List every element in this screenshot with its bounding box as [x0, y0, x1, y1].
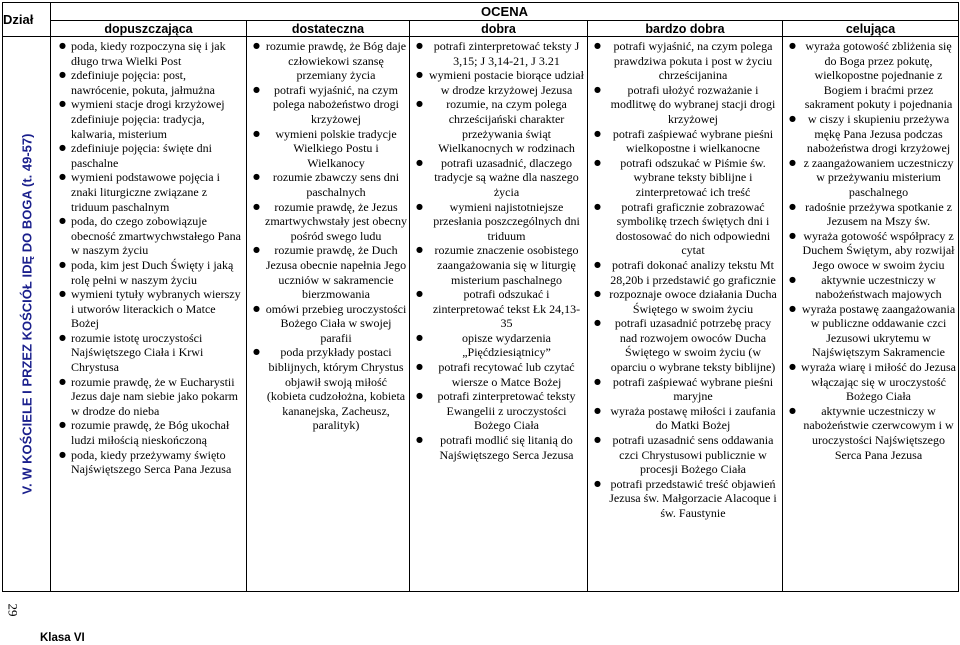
requirement-item: ● wymieni polskie tradycje Wielkiego Postu i Wielkanocy [265, 127, 407, 171]
dzial-header: Dział [3, 3, 51, 37]
requirement-item: ● w ciszy i skupieniu przeżywa mękę Pana Jezusa podczas nabożeństwa drogi krzyżowej [801, 112, 956, 156]
requirement-item: ● potrafi graficznie zobrazować symbolikę trzech świętych dni i dostosować do nich odpowiedni cytat [606, 200, 780, 258]
requirement-item: ● potrafi zinterpretować teksty J 3,15; J 3,14-21, J 3.21 [428, 39, 585, 68]
requirement-item: ● rozumie, na czym polega chrześcijański charakter przeżywania świąt Wielkanocnych w rodzinach [428, 97, 585, 155]
requirement-item: ● wyraża wiarę i miłość do Jezusa włączając się w uroczystość Bożego Ciała [801, 360, 956, 404]
requirement-item: ● rozumie prawdę, że w Eucharystii Jezus daje nam siebie jako pokarm w drodze do nieba [71, 375, 244, 419]
section-title: V. W KOŚCIELE I PRZEZ KOŚCIÓŁ IDĘ DO BOGA (t. 49-57) [19, 133, 34, 495]
requirement-item: ● poda, kiedy rozpoczyna się i jak długo trwa Wielki Post [71, 39, 244, 68]
level-header-dopuszczajaca: dopuszczająca [51, 21, 247, 37]
requirement-item: ● potrafi uzasadnić potrzebę pracy nad rozwojem owoców Ducha Świętego w swoim życiu (w oparciu o wybrane teksty biblijne) [606, 316, 780, 374]
requirement-item: ● rozumie prawdę, że Bóg ukochał ludzi miłością nieskończoną [71, 418, 244, 447]
requirement-item: ● potrafi uzasadnić, dlaczego tradycje są ważne dla naszego życia [428, 156, 585, 200]
requirement-item: ● potrafi odszukać i zinterpretować tekst Łk 24,13-35 [428, 287, 585, 331]
requirement-item: ● z zaangażowaniem uczestniczy w przeżywaniu misterium paschalnego [801, 156, 956, 200]
requirement-item: ● potrafi wyjaśnić, na czym polega prawdziwa pokuta i post w życiu chrześcijanina [606, 39, 780, 83]
requirement-item: ● potrafi wyjaśnić, na czym polega nabożeństwo drogi krzyżowej [265, 83, 407, 127]
requirement-item: ● rozumie prawdę, że Bóg daje człowiekowi szansę przemiany życia [265, 39, 407, 83]
column-dobra [410, 37, 588, 592]
requirement-item: ● wymieni stacje drogi krzyżowej zdefiniuje pojęcia: tradycja, kalwaria, misterium [71, 97, 244, 141]
requirement-item: ● wyraża gotowość zbliżenia się do Boga przez pokutę, wielkopostne pojednanie z Bogiem i braćmi przez sakrament pokuty i pojednania [801, 39, 956, 112]
requirement-item: ● wyraża postawę zaangażowania w publiczne oddawanie czci Jezusowi ukrytemu w Najświętszym Sakramencie [801, 302, 956, 360]
requirement-item: ● potrafi uzasadnić sens oddawania czci Chrystusowi publicznie w procesji Bożego Ciała [606, 433, 780, 477]
column-celujaca [783, 37, 959, 592]
requirement-item: ● potrafi odszukać w Piśmie św. wybrane teksty biblijne i zinterpretować ich treść [606, 156, 780, 200]
requirement-item: ● poda, kim jest Duch Święty i jaką rolę pełni w naszym życiu [71, 258, 244, 287]
requirement-item: ● rozumie istotę uroczystości Najświętszego Ciała i Krwi Chrystusa [71, 331, 244, 375]
requirement-item: ● poda, kiedy przeżywamy święto Najświętszego Serca Pana Jezusa [71, 448, 244, 477]
section-cell [3, 37, 51, 592]
requirement-item: ● potrafi zaśpiewać wybrane pieśni maryjne [606, 375, 780, 404]
requirement-item: ● aktywnie uczestniczy w nabożeństwie czerwcowym i w uroczystości Najświętszego Serca Pana Jezusa [801, 404, 956, 462]
requirement-item: ● rozumie prawdę, że Jezus zmartwychwstały jest obecny pośród swego ludu [265, 200, 407, 244]
level-header-dobra: dobra [410, 21, 588, 37]
level-header-dostateczna: dostateczna [247, 21, 410, 37]
column-dostateczna [247, 37, 410, 592]
requirement-item: ● rozumie zbawczy sens dni paschalnych [265, 170, 407, 199]
requirement-item: ● rozumie znaczenie osobistego zaangażowania się w liturgię misterium paschalnego [428, 243, 585, 287]
requirement-item: ● radośnie przeżywa spotkanie z Jezusem na Mszy św. [801, 200, 956, 229]
curriculum-table [2, 2, 959, 592]
ocena-header: OCENA [51, 3, 959, 21]
class-label: Klasa VI [40, 632, 85, 644]
page-number: 29 [5, 603, 21, 617]
requirement-item: ● wymieni postacie biorące udział w drodze krzyżowej Jezusa [428, 68, 585, 97]
requirement-item: ● omówi przebieg uroczystości Bożego Ciała w swojej parafii [265, 302, 407, 346]
requirement-item: ● potrafi recytować lub czytać wiersze o Matce Bożej [428, 360, 585, 389]
requirement-item: ● poda, do czego zobowiązuje obecność zmartwychwstałego Pana w naszym życiu [71, 214, 244, 258]
requirement-item: ● potrafi ułożyć rozważanie i modlitwę do wybranej stacji drogi krzyżowej [606, 83, 780, 127]
requirement-item: ● zdefiniuje pojęcia: post, nawrócenie, pokuta, jałmużna [71, 68, 244, 97]
requirement-item: ● opisze wydarzenia „Pięćdziesiątnicy” [428, 331, 585, 360]
requirement-item: ● wymieni podstawowe pojęcia i znaki liturgiczne związane z triduum paschalnym [71, 170, 244, 214]
requirement-item: ● wyraża postawę miłości i zaufania do Matki Bożej [606, 404, 780, 433]
column-dopuszczajaca [51, 37, 247, 592]
column-bardzo-dobra [588, 37, 783, 592]
requirement-item: ● potrafi zaśpiewać wybrane pieśni wielkopostne i wielkanocne [606, 127, 780, 156]
requirement-item: ● zdefiniuje pojęcia: święte dni paschalne [71, 141, 244, 170]
requirement-item: ● poda przykłady postaci biblijnych, którym Chrystus objawił swoją miłość (kobieta cudzołożna, kobieta kananejska, Zacheusz, paralityk) [265, 345, 407, 433]
requirement-item: ● rozumie prawdę, że Duch Jezusa obecnie napełnia Jego uczniów w sakramencie bierzmowania [265, 243, 407, 301]
requirement-item: ● aktywnie uczestniczy w nabożeństwach majowych [801, 273, 956, 302]
requirement-item: ● wyraża gotowość współpracy z Duchem Świętym, aby rozwijał Jego owoce w swoim życiu [801, 229, 956, 273]
requirement-item: ● potrafi modlić się litanią do Najświętszego Serca Jezusa [428, 433, 585, 462]
level-header-bardzo-dobra: bardzo dobra [588, 21, 783, 37]
requirement-item: ● potrafi dokonać analizy tekstu Mt 28,20b i przedstawić go graficznie [606, 258, 780, 287]
requirement-item: ● potrafi zinterpretować teksty Ewangelii z uroczystości Bożego Ciała [428, 389, 585, 433]
requirement-item: ● rozpoznaje owoce działania Ducha Świętego w swoim życiu [606, 287, 780, 316]
level-header-celujaca: celująca [783, 21, 959, 37]
requirement-item: ● wymieni najistotniejsze przesłania poszczególnych dni triduum [428, 200, 585, 244]
requirement-item: ● wymieni tytuły wybranych wierszy i utworów literackich o Matce Bożej [71, 287, 244, 331]
requirement-item: ● potrafi przedstawić treść objawień Jezusa św. Małgorzacie Alacoque i św. Faustynie [606, 477, 780, 521]
